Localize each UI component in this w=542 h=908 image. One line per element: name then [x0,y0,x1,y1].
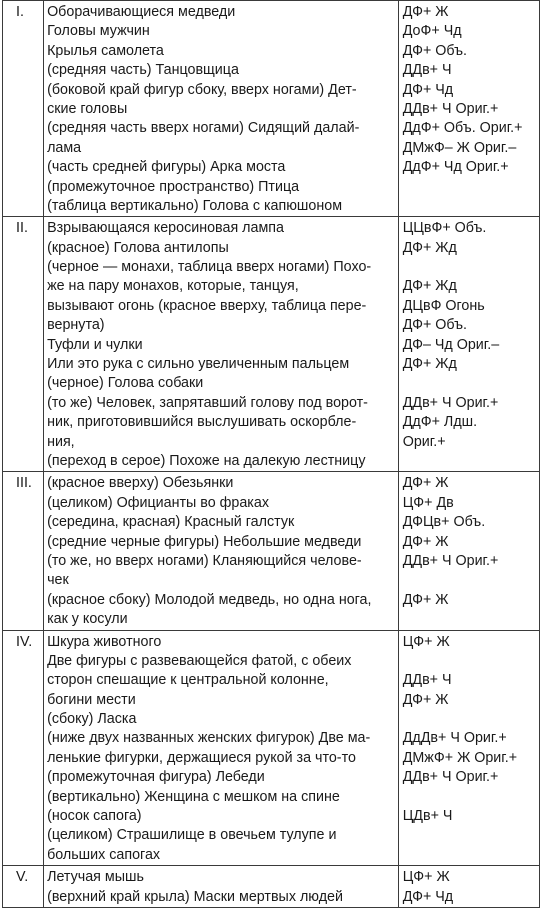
table-row [3,630,540,866]
scoring-code-cell [398,866,539,908]
response-line: (таблица вертикально) Голова с капюшоном [47,197,343,214]
table-row [3,472,540,630]
response-line: вернута) [47,317,105,334]
response-line: Летучая мышь [47,869,144,886]
scoring-code [403,652,536,671]
response-line: (красное) Голова антилопы [47,239,229,256]
scoring-code [403,826,536,845]
response-line: ские головы [47,100,128,117]
response-text-cell [44,630,399,866]
scoring-code-cell [398,472,539,630]
response-line: (ниже двух названных женских фигурок) Две ма- [47,730,371,747]
response-line: (боковой край фигур сбоку, вверх ногами) Дет- [47,81,357,98]
response-line: (средняя часть вверх ногами) Сидящий далай- [47,120,360,137]
scoring-code: ДФЦв+ Объ. [402,514,486,531]
scoring-code [403,788,536,807]
scoring-code: ДФ+ Жд [402,239,457,256]
response-line: больших сапогах [47,846,161,863]
card-number: IV. [16,633,33,650]
table-row [3,217,540,472]
response-line: ник, приготовившийся выслушивать оскорбле- [47,414,357,431]
response-line: сторон спешащие к центральной колонне, [47,672,329,689]
scoring-code: ДФ+ Ж [402,691,449,708]
response-line: Туфли и чулки [47,336,143,353]
response-text-cell [44,866,399,908]
response-line: (то же, но вверх ногами) Кланяющийся челове- [47,552,362,569]
scoring-code [403,610,536,629]
card-number-cell [3,1,44,217]
scoring-code: ЦФ+ Ж [402,633,450,650]
scoring-code: ДФ+ Ж [402,533,449,550]
response-line: как у косули [47,611,128,628]
card-number-cell [3,630,44,866]
card-number-cell [3,217,44,472]
scoring-code: ЦФ+ Дв [402,494,454,511]
response-line: Шкура животного [47,633,162,650]
scoring-code: ДДв+ Ч [402,672,452,689]
response-line: (промежуточная фигура) Лебеди [47,769,265,786]
response-line: Головы мужчин [47,23,150,40]
scoring-code: ДоФ+ Чд [402,23,462,40]
scoring-code: ДДв+ Ч [402,62,452,79]
card-number: III. [16,475,32,492]
scoring-code-cell [398,1,539,217]
scoring-code: ДМжФ– Ж Ориг.– [402,139,517,156]
response-line: ния, [47,433,75,450]
response-line: (вертикально) Женщина с мешком на спине [47,788,340,805]
response-line: же на пару монахов, которые, танцуя, [47,278,299,295]
scoring-code: ДФ+ Жд [402,278,457,295]
response-text-cell [44,472,399,630]
response-line: богини мести [47,691,136,708]
scoring-code: ДдФ+ Объ. Ориг.+ [402,120,523,137]
response-line: вызывают огонь (красное вверху, таблица пере- [47,297,367,314]
response-line: Или это рука с сильно увеличенным пальцем [47,356,350,373]
scoring-code: ДдФ+ Чд Ориг.+ [402,159,509,176]
scoring-code: ЦФ+ Ж [402,869,450,886]
response-line: (красное вверху) Обезьянки [47,475,234,492]
response-line: лама [47,139,82,156]
scoring-code-cell [398,630,539,866]
response-line: (целиком) Страшилище в овечьем тулупе и [47,827,337,844]
response-line: Взрывающаяся керосиновая лампа [47,220,284,237]
response-line: (верхний край крыла) Маски мертвых людей [47,888,343,905]
scoring-code: ДДв+ Ч Ориг.+ [402,394,499,411]
response-line: Крылья самолета [47,42,164,59]
response-line: (середина, красная) Красный галстук [47,514,295,531]
scoring-code: ДФ+ Чд [402,81,454,98]
response-text-cell [44,1,399,217]
response-line: (носок сапога) [47,808,142,825]
scoring-code [403,197,536,216]
response-line: ленькие фигурки, держащиеся рукой за что-то [47,749,356,766]
scoring-code-cell [398,217,539,472]
response-line: (средняя часть) Танцовщица [47,62,239,79]
response-line: (целиком) Официанты во фраках [47,494,269,511]
table-row [3,1,540,217]
scoring-code: ДФ+ Ж [402,475,449,492]
scoring-code: ДДв+ Ч Ориг.+ [402,100,499,117]
scoring-code: ДФ+ Ж [402,591,449,608]
scoring-code: ДФ+ Объ. [402,317,468,334]
scoring-code [403,374,536,393]
response-line: (часть средней фигуры) Арка моста [47,159,286,176]
scoring-code [403,258,536,277]
response-line: (переход в серое) Похоже на далекую лестницу [47,452,366,469]
scoring-code: Ориг.+ [402,433,446,450]
response-line: (сбоку) Ласка [47,711,137,728]
scoring-code: ЦЦвФ+ Объ. [402,220,487,237]
response-line: Оборачивающиеся медведи [47,4,236,20]
response-line: (промежуточное пространство) Птица [47,178,300,195]
scoring-code: ДФ– Чд Ориг.– [402,336,500,353]
card-number: V. [16,869,29,886]
response-line: (средние черные фигуры) Небольшие медведи [47,533,362,550]
table-row [3,866,540,908]
scoring-code: ДФ+ Ж [402,4,449,20]
scoring-code [403,452,536,471]
response-line: (красное сбоку) Молодой медведь, но одна нога, [47,591,372,608]
scoring-code [403,710,536,729]
scoring-code: ДДв+ Ч Ориг.+ [402,552,499,569]
scoring-code: ДФ+ Чд [402,888,454,905]
scoring-code: ДДв+ Ч Ориг.+ [402,769,499,786]
scoring-code: ЦДв+ Ч [402,808,453,825]
scoring-code: ДдДв+ Ч Ориг.+ [402,730,507,747]
card-number-cell [3,472,44,630]
scoring-code: ДМжФ+ Ж Ориг.+ [402,749,518,766]
response-line: чек [47,572,69,589]
response-line: Две фигуры с развевающейся фатой, с обеих [47,652,352,669]
table-body [3,1,540,908]
scoring-code [403,846,536,865]
scoring-code: ДФ+ Объ. [402,42,468,59]
response-line: (черное — монахи, таблица вверх ногами) Похо- [47,259,372,276]
card-number: I. [16,4,24,20]
scoring-code: ДЦвФ Огонь [402,297,485,314]
card-number: II. [16,220,28,237]
response-text-cell [44,217,399,472]
scoring-code [403,571,536,590]
scoring-code: ДдФ+ Лдш. [402,414,478,431]
responses-table [2,0,540,908]
response-line: (то же) Человек, запрятавший голову под ворот- [47,394,368,411]
response-line: (черное) Голова собаки [47,375,204,392]
card-number-cell [3,866,44,908]
scoring-code: ДФ+ Жд [402,356,457,373]
scoring-code [403,178,536,197]
